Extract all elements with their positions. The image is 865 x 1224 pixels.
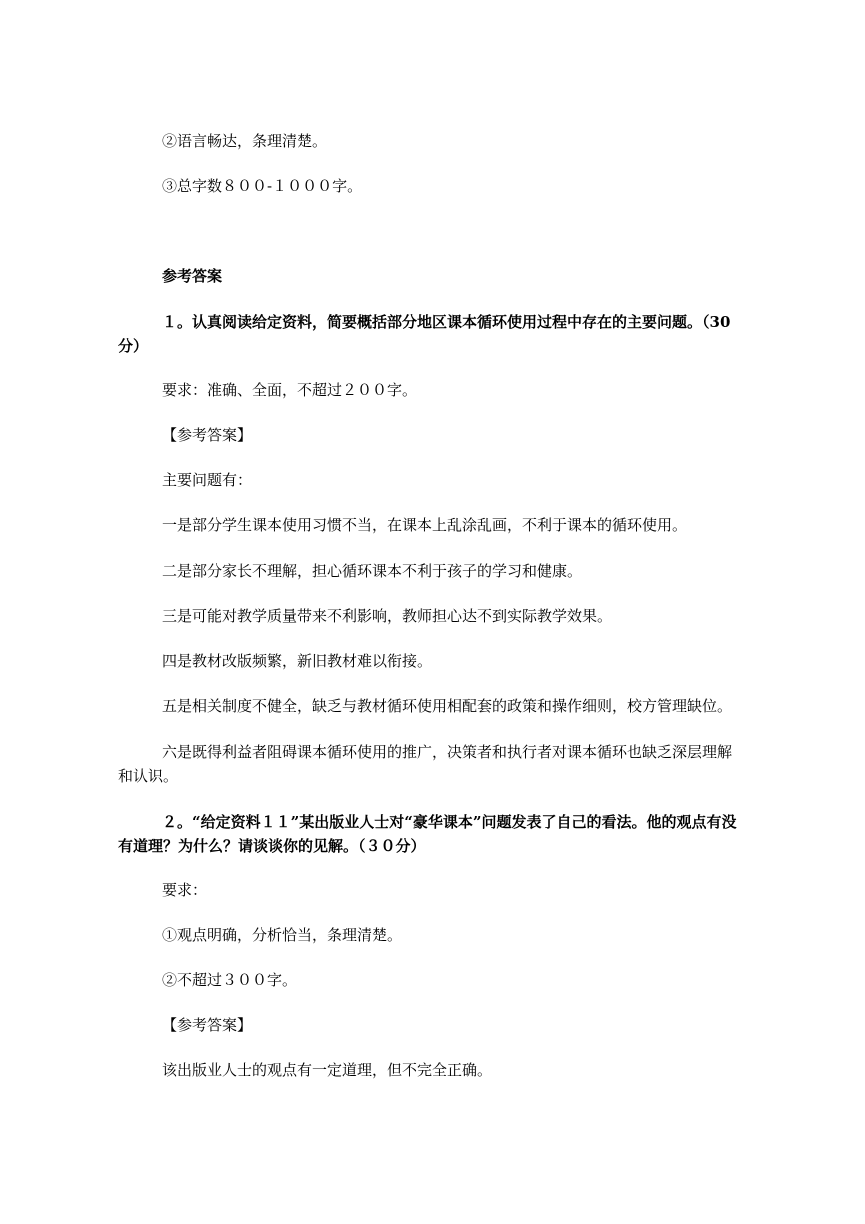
- question-1-title: １。认真阅读给定资料，简要概括部分地区课本循环使用过程中存在的主要问题。（30分）: [118, 313, 731, 355]
- question-2-answer-first: 该出版业人士的观点有一定道理，但不完全正确。: [162, 1061, 493, 1079]
- answer-point: 三是可能对教学质量带来不利影响，教师担心达不到实际教学效果。: [162, 607, 613, 625]
- answer-point: 四是教材改版频繁，新旧教材难以衔接。: [162, 652, 433, 670]
- question-2-requirement: ②不超过３００字。: [162, 971, 298, 989]
- requirement-2: ②语言畅达，条理清楚。: [162, 132, 328, 150]
- question-1-answer-intro: 主要问题有：: [162, 471, 253, 489]
- question-2-requirement: ①观点明确，分析恰当，条理清楚。: [162, 926, 403, 944]
- section-title: 参考答案: [162, 267, 223, 285]
- question-2-answer-label: 【参考答案】: [162, 1016, 253, 1034]
- answer-point: 一是部分学生课本使用习惯不当，在课本上乱涂乱画，不利于课本的循环使用。: [162, 516, 688, 534]
- answer-point: 六是既得利益者阻碍课本循环使用的推广，决策者和执行者对课本循环也缺乏深层理解和认识。: [118, 743, 733, 785]
- answer-point: 五是相关制度不健全，缺乏与教材循环使用相配套的政策和操作细则，校方管理缺位。: [162, 697, 733, 715]
- question-1-requirement: 要求：准确、全面，不超过２００字。: [162, 381, 418, 399]
- question-2-title: ２。“给定资料１１”某出版业人士对“豪华课本”问题发表了自己的看法。他的观点有没有道理？为什么？请谈谈你的见解。（３０分）: [118, 813, 737, 855]
- question-2-requirement-label: 要求：: [162, 881, 208, 899]
- requirement-3: ③总字数８００-１０００字。: [162, 177, 363, 195]
- answer-point: 二是部分家长不理解，担心循环课本不利于孩子的学习和健康。: [162, 562, 583, 580]
- question-1-answer-label: 【参考答案】: [162, 426, 253, 444]
